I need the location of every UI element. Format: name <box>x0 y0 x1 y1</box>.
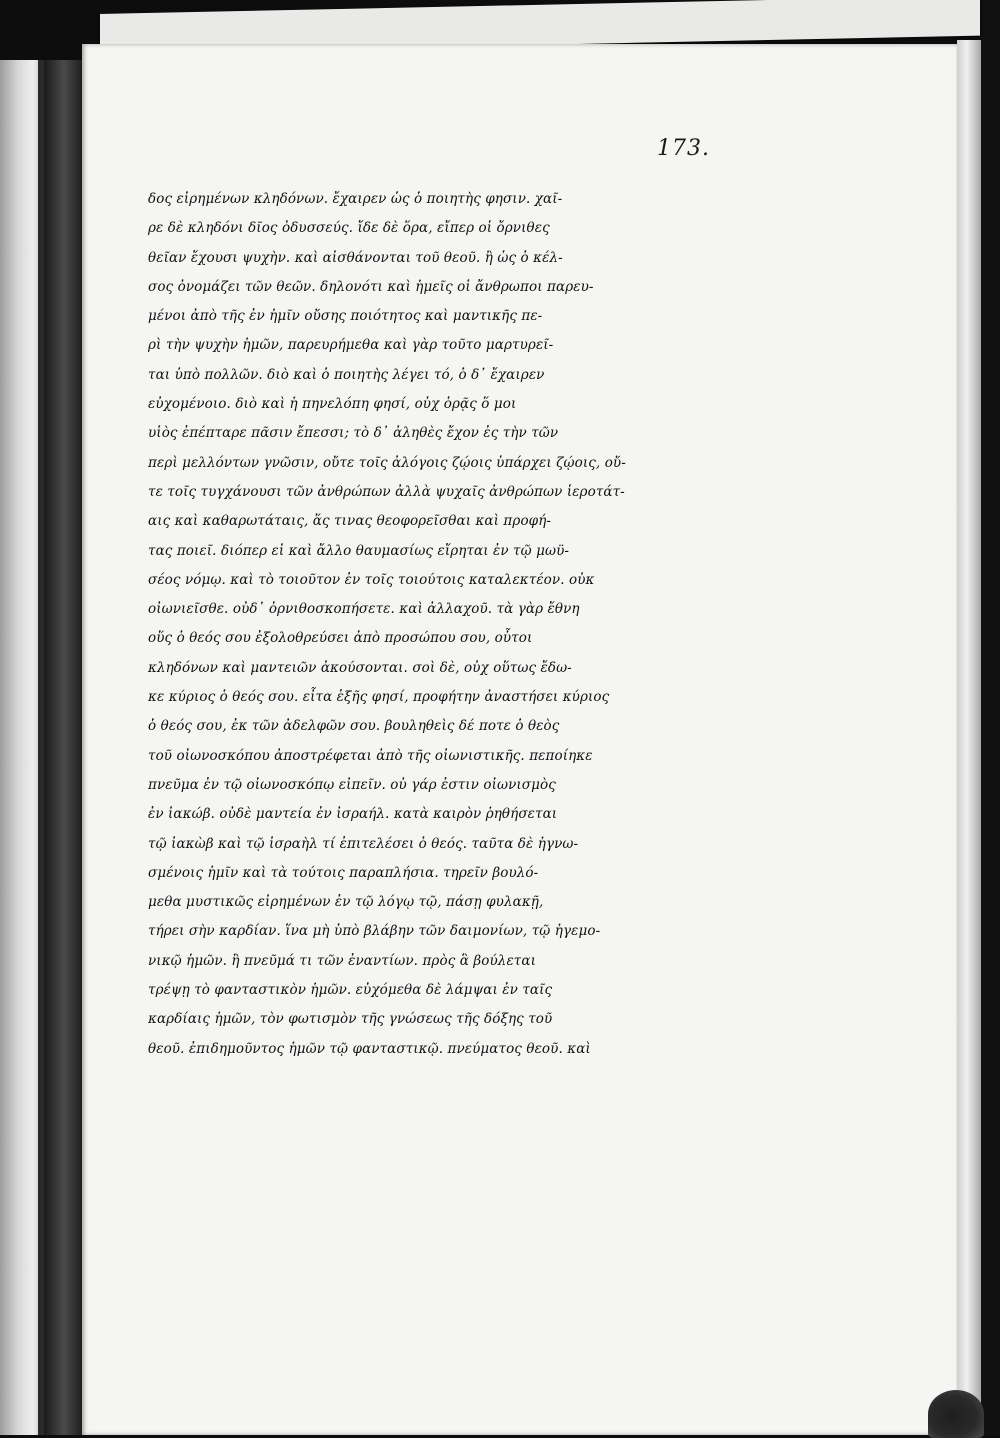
text-line: ρε δὲ κληδόνι δῖος ὀδυσσεύς. ἴδε δὲ ὅρα, εἴπερ οἱ ὄρνιθες <box>148 220 550 237</box>
text-line: πνεῦμα ἐν τῷ οἰωνοσκόπῳ εἰπεῖν. οὐ γάρ ἐστιν οἰωνισμὸς <box>148 776 556 793</box>
text-line: αις καὶ καθαρωτάταις, ἅς τινας θεοφορεῖσθαι καὶ προφή- <box>148 513 552 530</box>
text-line: τας ποιεῖ. διόπερ εἰ καὶ ἄλλο θαυμασίως εἴρηται ἐν τῷ μωϋ- <box>148 542 570 559</box>
text-line: δος εἰρημένων κληδόνων. ἔχαιρεν ὡς ὁ ποιητὴς φησιν. χαῖ- <box>148 191 563 207</box>
thumb <box>928 1390 984 1438</box>
manuscript-text <box>148 185 688 1064</box>
text-line: υἱὸς ἐπέπταρε πᾶσιν ἔπεσσι; τὸ δ᾽ ἀληθὲς ἔχον ἐς τὴν τῶν <box>148 425 559 442</box>
folio-number: 173. <box>657 136 710 161</box>
text-line: τρέψῃ τὸ φανταστικὸν ἡμῶν. εὐχόμεθα δὲ λάμψαι ἐν ταῖς <box>148 982 553 999</box>
text-line: τῷ ἰακὼβ καὶ τῷ ἰσραὴλ τί ἐπιτελέσει ὁ θεός. ταῦτα δὲ ἡγνω- <box>148 835 579 852</box>
book-binding <box>44 60 84 1435</box>
text-line: ται ὑπὸ πολλῶν. διὸ καὶ ὁ ποιητὴς λέγει τό, ὁ δ᾽ ἔχαιρεν <box>148 366 545 383</box>
text-line: εὐχομένοιο. διὸ καὶ ἡ πηνελόπη φησί, οὐχ ὁρᾷς ὅ μοι <box>148 396 517 413</box>
text-line: οἰωνιεῖσθε. οὐδ᾽ ὀρνιθοσκοπήσετε. καὶ ἀλλαχοῦ. τὰ γὰρ ἔθνη <box>148 601 580 618</box>
text-line: περὶ μελλόντων γνῶσιν, οὔτε τοῖς ἀλόγοις ζῴοις ὑπάρχει ζῴοις, οὔ- <box>148 454 626 471</box>
text-line: οὕς ὁ θεός σου ἐξολοθρεύσει ἀπὸ προσώπου σου, οὗτοι <box>148 630 533 647</box>
background-right <box>981 0 1000 1435</box>
text-line: μένοι ἀπὸ τῆς ἐν ἡμῖν οὔσης ποιότητος καὶ μαντικῆς πε- <box>148 308 543 325</box>
text-line: τοῦ οἰωνοσκόπου ἀποστρέφεται ἀπὸ τῆς οἰωνιστικῆς. πεποίηκε <box>148 747 593 764</box>
text-line: κε κύριος ὁ θεός σου. εἶτα ἑξῆς φησί, προφήτην ἀναστήσει κύριος <box>148 689 610 706</box>
text-line: νικῷ ἡμῶν. ἢ πνεῦμά τι τῶν ἐναντίων. πρὸς ἃ βούλεται <box>148 952 536 969</box>
text-line: καρδίαις ἡμῶν, τὸν φωτισμὸν τῆς γνώσεως τῆς δόξης τοῦ <box>148 1011 553 1028</box>
text-line: κληδόνων καὶ μαντειῶν ἀκούσονται. σοὶ δὲ, οὐχ οὕτως ἔδω- <box>148 659 572 676</box>
text-line: μεθα μυστικῶς εἰρημένων ἐν τῷ λόγῳ τῷ, πάσῃ φυλακῇ, <box>148 894 544 911</box>
text-line: ἐν ἰακώβ. οὐδὲ μαντεία ἐν ἰσραήλ. κατὰ καιρὸν ῥηθήσεται <box>148 806 558 823</box>
text-line: σμένοις ἡμῖν καὶ τὰ τούτοις παραπλήσια. τηρεῖν βουλό- <box>148 864 539 881</box>
text-line: ρὶ τὴν ψυχὴν ἡμῶν, παρευρήμεθα καὶ γὰρ τοῦτο μαρτυρεῖ- <box>148 337 554 354</box>
text-line: σος ὀνομάζει τῶν θεῶν. δηλονότι καὶ ἡμεῖς οἱ ἄνθρωποι παρευ- <box>148 278 594 295</box>
text-line: σέος νόμῳ. καὶ τὸ τοιοῦτον ἐν τοῖς τοιούτοις καταλεκτέον. οὐκ <box>148 571 595 588</box>
text-line: τε τοῖς τυγχάνουσι τῶν ἀνθρώπων ἀλλὰ ψυχαῖς ἀνθρώπων ἱεροτάτ- <box>148 483 625 500</box>
text-line: θεῖαν ἔχουσι ψυχὴν. καὶ αἰσθάνονται τοῦ θεοῦ. ἢ ὡς ὁ κέλ- <box>148 249 563 266</box>
text-line: θεοῦ. ἐπιδημοῦντος ἡμῶν τῷ φανταστικῷ. πνεύματος θεοῦ. καὶ <box>148 1040 591 1057</box>
text-line: ὁ θεός σου, ἐκ τῶν ἀδελφῶν σου. βουληθεὶς δέ ποτε ὁ θεὸς <box>148 718 560 735</box>
text-line: τήρει σὴν καρδίαν. ἵνα μὴ ὑπὸ βλάβην τῶν δαιμονίων, τῷ ἡγεμο- <box>148 923 601 940</box>
page-stack-edge <box>957 40 981 1435</box>
